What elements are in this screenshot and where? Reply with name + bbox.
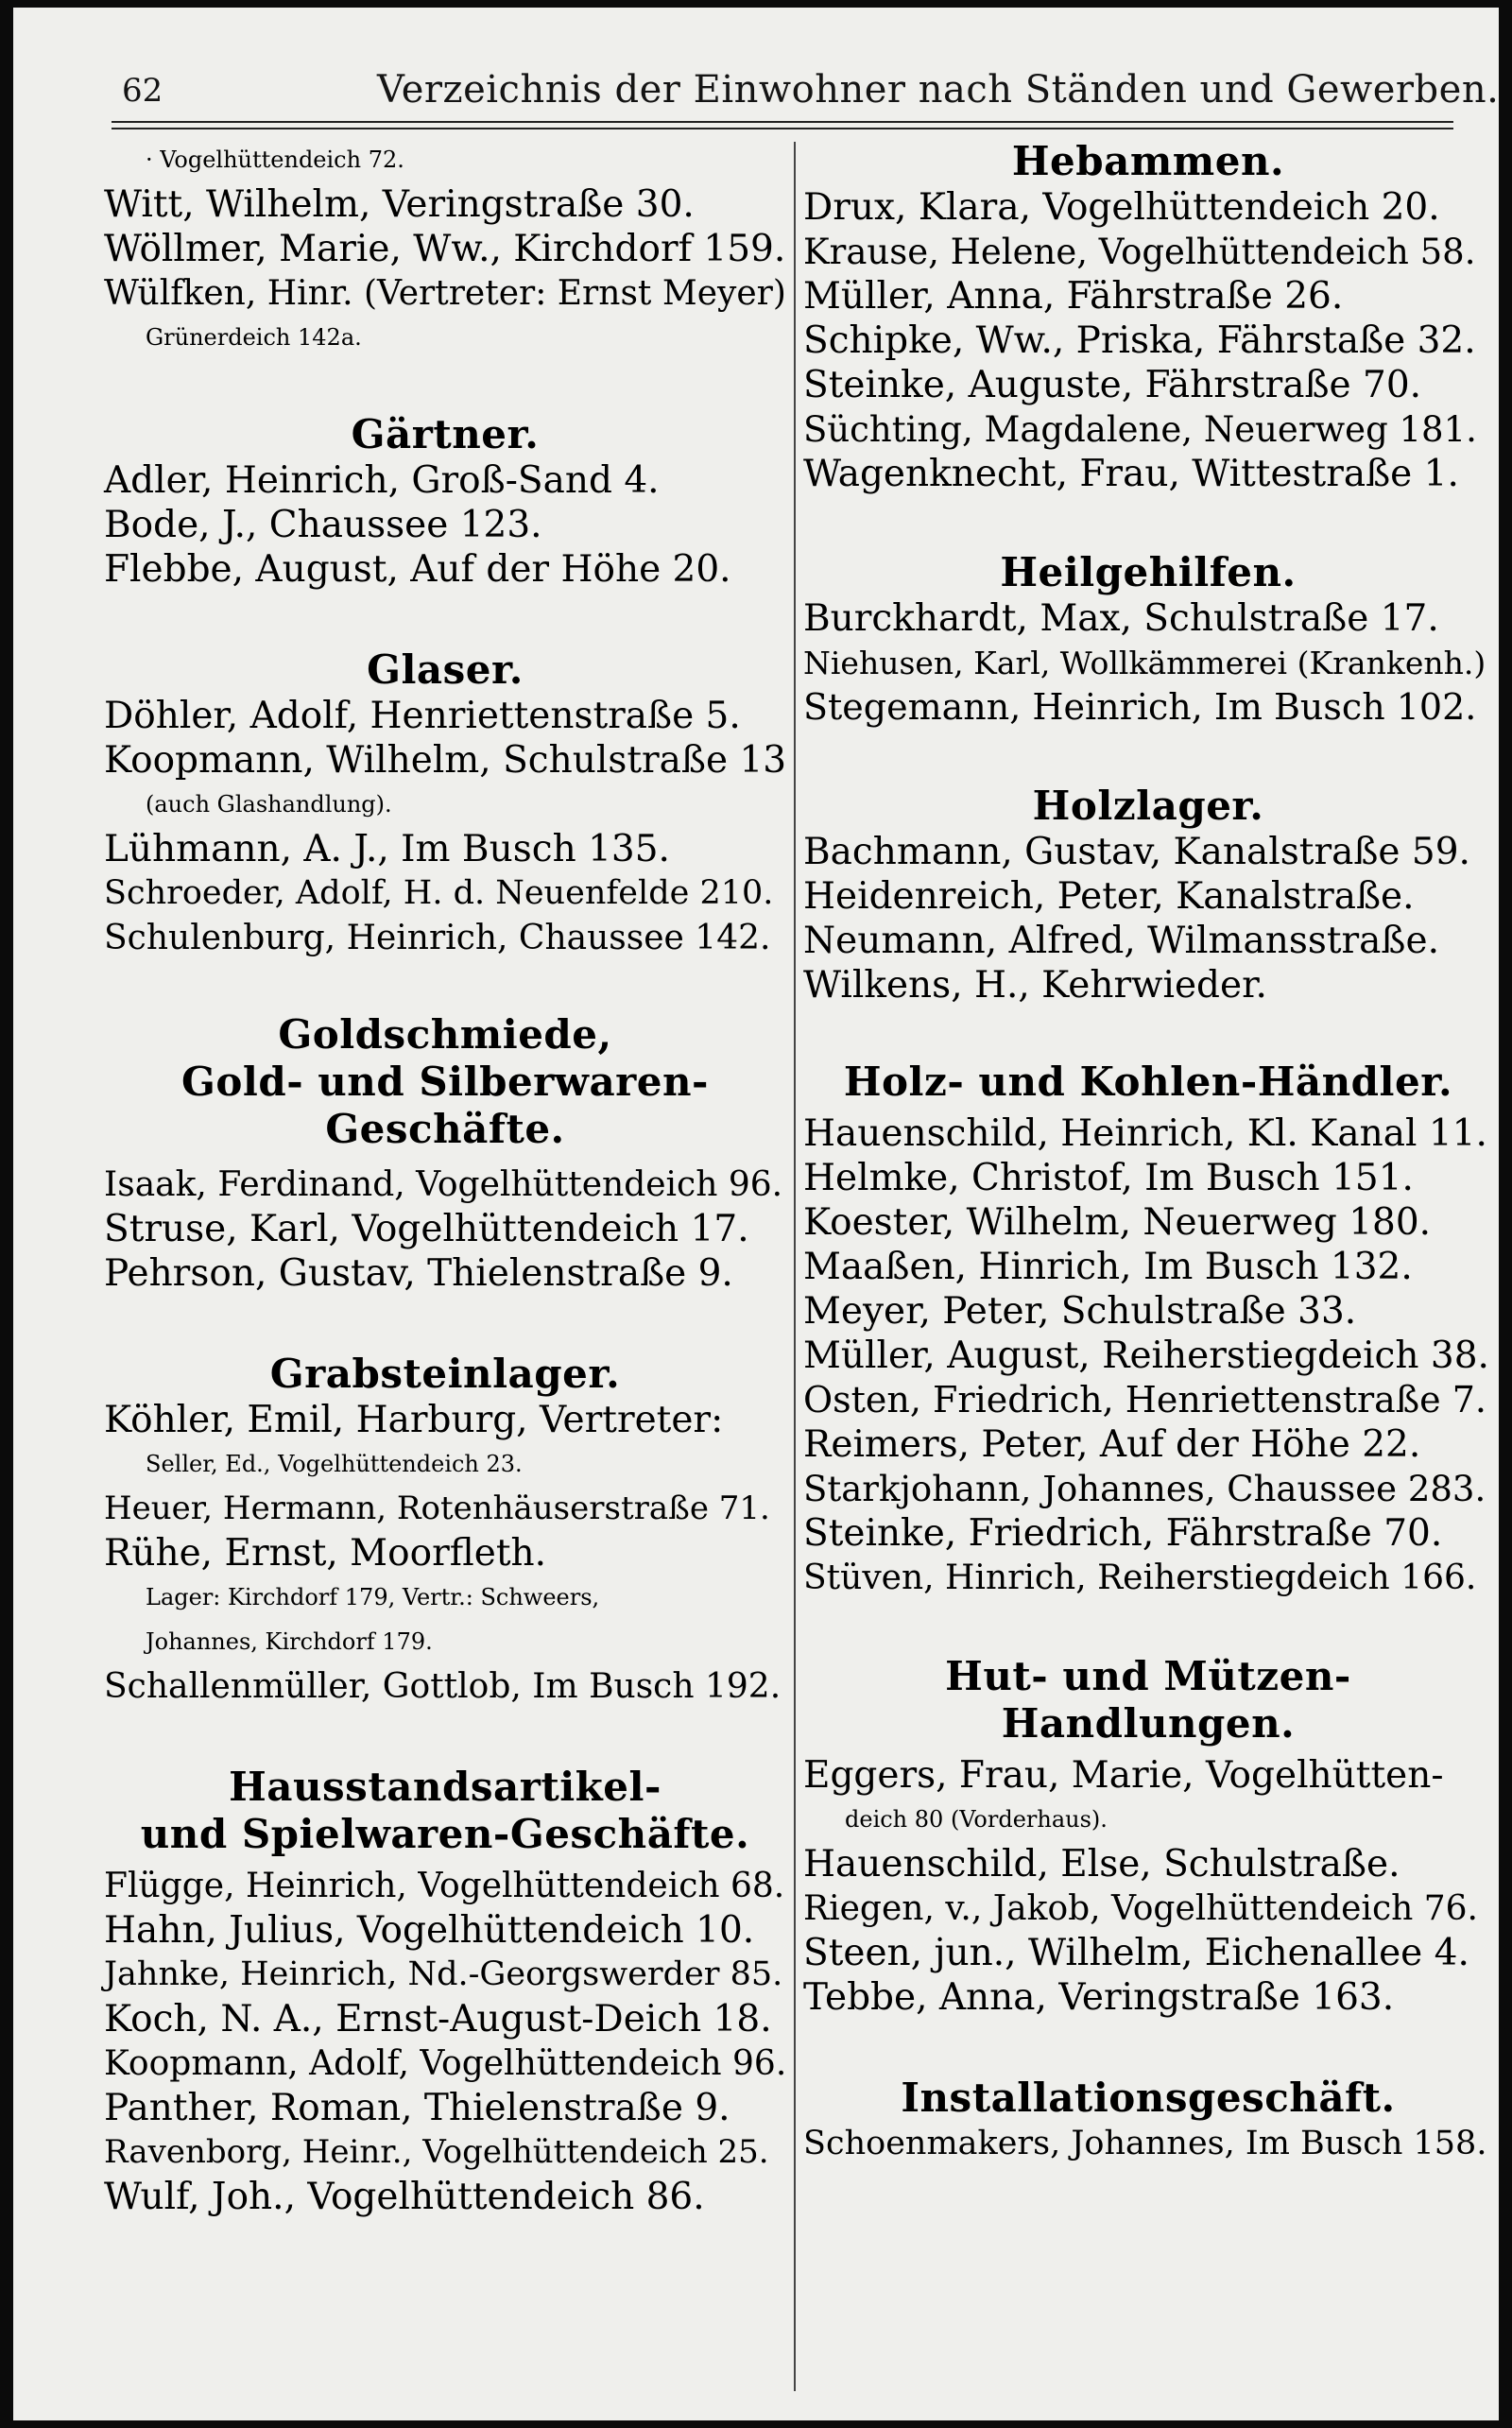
entry: Steinke, Friedrich, Fährstraße 70. [803, 1512, 1443, 1555]
section-heilgehilfen [803, 549, 1493, 730]
entry: Riegen, v., Jakob, Vogelhüttendeich 76. [803, 1889, 1478, 1928]
entry: Hauenschild, Heinrich, Kl. Kanal 11. [803, 1112, 1487, 1155]
entry: Süchting, Magdalene, Neuerweg 181. [803, 409, 1477, 450]
section-heading: Hut- und Mützen-Handlungen. [945, 1653, 1351, 1747]
section-heading: Installationsgeschäft. [901, 2075, 1396, 2121]
section-installation [803, 2075, 1493, 2166]
section-heading: Heilgehilfen. [1000, 549, 1297, 595]
entry: Seller, Ed., Vogelhüttendeich 23. [146, 1451, 523, 1477]
entry: Jahnke, Heinrich, Nd.-Georgswerder 85. [104, 1955, 783, 1993]
entry: Schipke, Ww., Priska, Fährstaße 32. [803, 319, 1476, 362]
entry: Flebbe, August, Auf der Höhe 20. [104, 548, 731, 591]
entry: Wulf, Joh., Vogelhüttendeich 86. [104, 2176, 705, 2218]
entry: Hauenschild, Else, Schulstraße. [803, 1843, 1400, 1886]
section-heading: Goldschmiede, Gold- und Silberwaren-Geschäfte. [181, 1011, 709, 1152]
entry: Helmke, Christof, Im Busch 151. [803, 1157, 1414, 1199]
entry: Wagenknecht, Frau, Wittestraße 1. [803, 453, 1459, 495]
entry: Heidenreich, Peter, Kanalstraße. [803, 875, 1415, 918]
entry: Wöllmer, Marie, Ww., Kirchdorf 159. [104, 228, 786, 270]
entry: Koopmann, Adolf, Vogelhüttendeich 96. [104, 2044, 787, 2083]
entry: Schallenmüller, Gottlob, Im Busch 192. [104, 1667, 782, 1706]
entry: Eggers, Frau, Marie, Vogelhütten- [803, 1754, 1444, 1797]
entry: Steen, jun., Wilhelm, Eichenallee 4. [803, 1932, 1469, 1974]
left-column [104, 138, 786, 2219]
entry: Stegemann, Heinrich, Im Busch 102. [803, 686, 1477, 728]
section-gaertner [104, 411, 786, 592]
entry: Rühe, Ernst, Moorfleth. [104, 1532, 546, 1575]
entry: Koopmann, Wilhelm, Schulstraße 13 [104, 739, 787, 782]
entry: Osten, Friedrich, Henriettenstraße 7. [803, 1379, 1486, 1421]
section-hut-muetzen [803, 1653, 1493, 2020]
page-number: 62 [122, 72, 163, 110]
entry: Wilkens, H., Kehrwieder. [803, 964, 1267, 1007]
entry: Müller, August, Reiherstiegdeich 38. [803, 1335, 1489, 1377]
entry: Wülfken, Hinr. (Vertreter: Ernst Meyer) [104, 274, 786, 313]
section-heading: Glaser. [367, 646, 524, 693]
entry: Grünerdeich 142a. [146, 324, 362, 351]
entry: Neumann, Alfred, Wilmansstraße. [803, 920, 1439, 962]
entry: Pehrson, Gustav, Thielenstraße 9. [104, 1252, 733, 1295]
entry: Bode, J., Chaussee 123. [104, 504, 542, 546]
section-hebammen [803, 138, 1493, 496]
entry: Drux, Klara, Vogelhüttendeich 20. [803, 186, 1440, 229]
entry: Adler, Heinrich, Groß-Sand 4. [104, 459, 660, 502]
entry: Koester, Wilhelm, Neuerweg 180. [803, 1201, 1432, 1244]
entry: Reimers, Peter, Auf der Höhe 22. [803, 1423, 1421, 1466]
section-holzlager [803, 783, 1493, 1007]
entry: Burckhardt, Max, Schulstraße 17. [803, 597, 1439, 640]
entry: Maaßen, Hinrich, Im Busch 132. [803, 1246, 1413, 1288]
section-goldschmiede [104, 1011, 786, 1296]
section-hausstandsartikel [104, 1764, 786, 2219]
column-divider [794, 142, 796, 2391]
entry: Schroeder, Adolf, H. d. Neuenfelde 210. [104, 874, 774, 912]
entry: Döhler, Adolf, Henriettenstraße 5. [104, 695, 741, 737]
entry: Starkjohann, Johannes, Chaussee 283. [803, 1469, 1486, 1509]
entry: Hahn, Julius, Vogelhüttendeich 10. [104, 1909, 755, 1952]
entry: Isaak, Ferdinand, Vogelhüttendeich 96. [104, 1165, 783, 1204]
entry: Lager: Kirchdorf 179, Vertr.: Schweers, [146, 1584, 600, 1610]
running-title: Verzeichnis der Einwohner nach Ständen und Gewerben. [377, 68, 1500, 112]
section-holz-kohlen [803, 1059, 1493, 1600]
entry: (auch Glashandlung). [146, 791, 392, 818]
header-rule [112, 121, 1453, 129]
entry: Steinke, Auguste, Fährstraße 70. [803, 364, 1422, 406]
entry: Flügge, Heinrich, Vogelhüttendeich 68. [104, 1867, 785, 1905]
entry: Meyer, Peter, Schulstraße 33. [803, 1290, 1357, 1333]
entry: Koch, N. A., Ernst-August-Deich 18. [104, 1998, 772, 2041]
entry: Tebbe, Anna, Veringstraße 163. [803, 1976, 1395, 2019]
entry: Ravenborg, Heinr., Vogelhüttendeich 25. [104, 2133, 769, 2171]
entry: Struse, Karl, Vogelhüttendeich 17. [104, 1208, 749, 1250]
section-heading: Holzlager. [1032, 783, 1264, 829]
entry: Schoenmakers, Johannes, Im Busch 158. [803, 2125, 1487, 2162]
section-heading: Hausstandsartikel- und Spielwaren-Geschäfte. [140, 1764, 750, 1857]
right-column [803, 138, 1493, 2166]
entry: Johannes, Kirchdorf 179. [146, 1628, 433, 1655]
section-heading: Hebammen. [1011, 138, 1285, 184]
section-heading: Holz- und Kohlen-Händler. [843, 1059, 1453, 1105]
entry: Panther, Roman, Thielenstraße 9. [104, 2087, 730, 2129]
entry: · Vogelhüttendeich 72. [146, 146, 404, 173]
entry: Köhler, Emil, Harburg, Vertreter: [104, 1399, 724, 1441]
section-heading: Grabsteinlager. [269, 1351, 621, 1397]
entry: Heuer, Hermann, Rotenhäuserstraße 71. [104, 1490, 770, 1527]
entry: deich 80 (Vorderhaus). [845, 1806, 1108, 1833]
section-grabsteinlager [104, 1351, 786, 1709]
entry: Lühmann, A. J., Im Busch 135. [104, 828, 670, 870]
entry: Krause, Helene, Vogelhüttendeich 58. [803, 232, 1476, 272]
entry: Müller, Anna, Fährstraße 26. [803, 275, 1344, 318]
entry: Niehusen, Karl, Wollkämmerei (Krankenh.) [803, 645, 1486, 681]
section-continuation [104, 138, 786, 360]
entry: Bachmann, Gustav, Kanalstraße 59. [803, 831, 1470, 873]
section-glaser [104, 646, 786, 960]
entry: Stüven, Hinrich, Reiherstiegdeich 166. [803, 1558, 1477, 1597]
page-header [122, 55, 1500, 130]
section-heading: Gärtner. [351, 411, 540, 457]
entry: Schulenburg, Heinrich, Chaussee 142. [104, 919, 771, 957]
entry: Witt, Wilhelm, Veringstraße 30. [104, 183, 695, 226]
